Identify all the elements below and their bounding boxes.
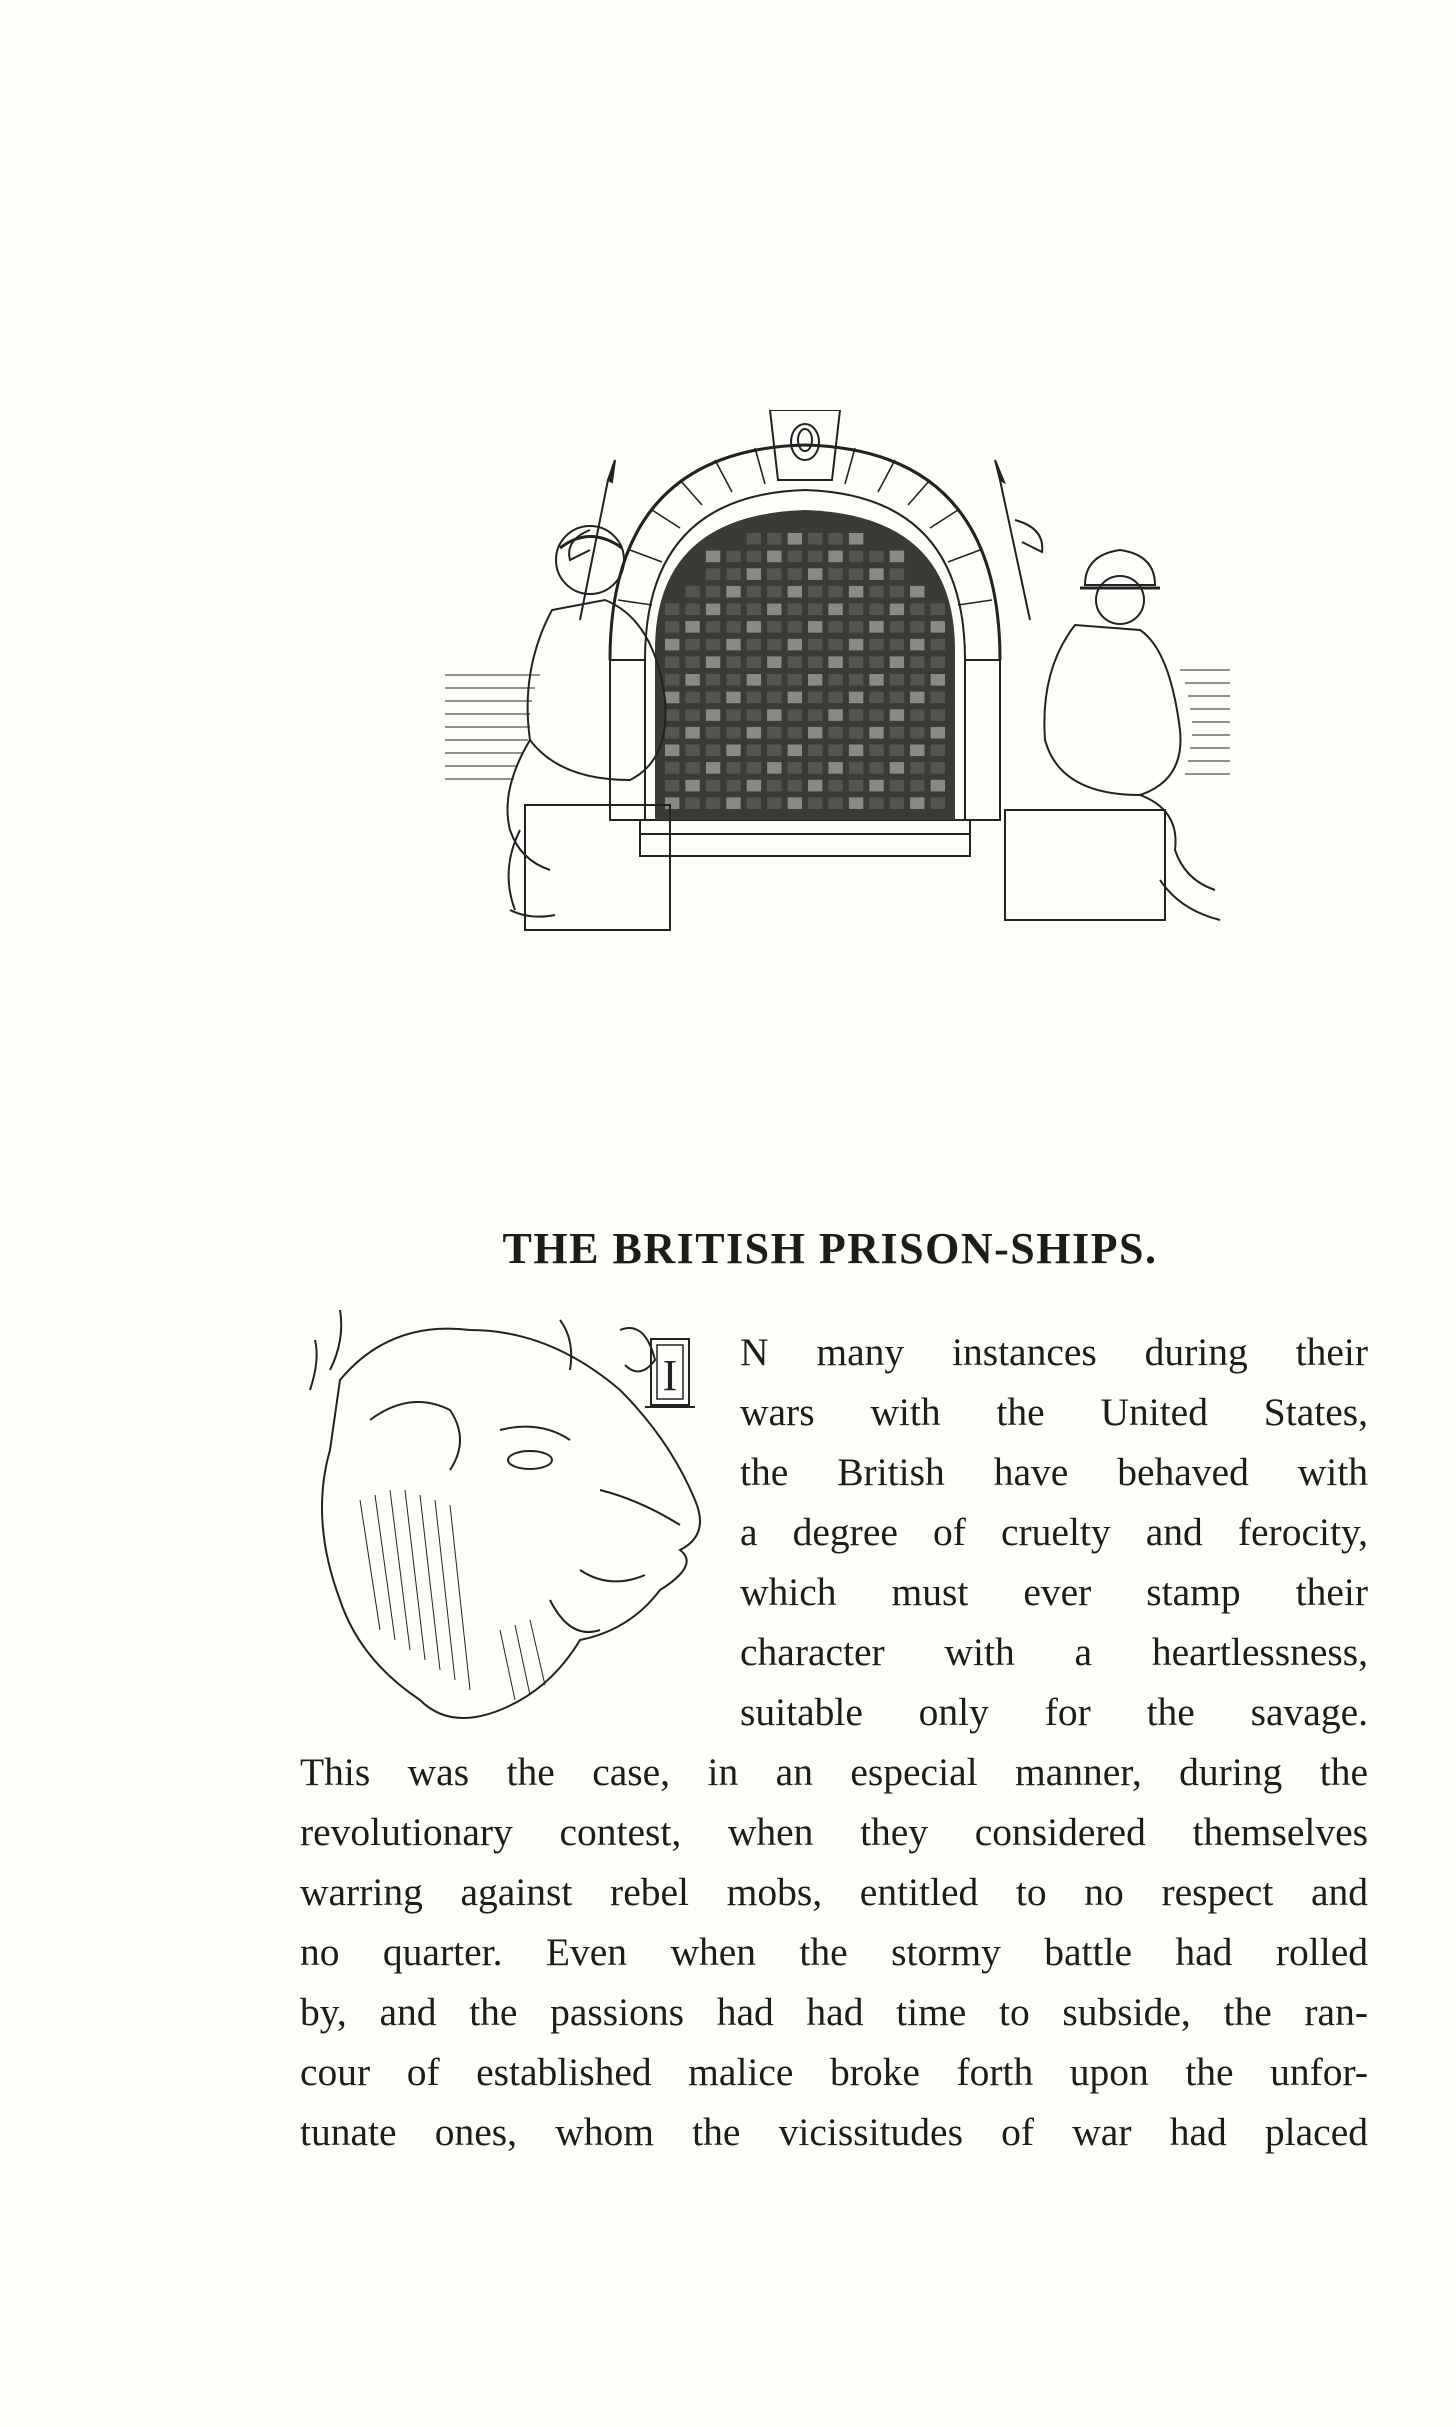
- chapter-title: THE BRITISH PRISON-SHIPS.: [502, 1224, 1158, 1274]
- text-line: wars with the United States,: [740, 1390, 1368, 1434]
- initial-letter-frame: [645, 1335, 695, 1409]
- text-line: by, and the passions had had time to subside, the ran-: [300, 1990, 1368, 2034]
- text-line: revolutionary contest, when they considered themselves: [300, 1810, 1368, 1854]
- text-line: a degree of cruelty and ferocity,: [740, 1510, 1368, 1554]
- text-line: cour of established malice broke forth upon the unfor-: [300, 2050, 1368, 2094]
- opening-paragraph-wide: [300, 1742, 1368, 2162]
- text-line: suitable only for the savage.: [740, 1690, 1368, 1734]
- text-line: no quarter. Even when the stormy battle had rolled: [300, 1930, 1368, 1974]
- text-line: the British have behaved with: [740, 1450, 1368, 1494]
- text-line: N many instances during their: [740, 1330, 1368, 1374]
- text-line: warring against rebel mobs, entitled to no respect and: [300, 1870, 1368, 1914]
- initial-letter: I: [662, 1351, 678, 1400]
- opening-paragraph-narrow: [740, 1322, 1368, 1742]
- text-line: which must ever stamp their: [740, 1570, 1368, 1614]
- text-line: character with a heartlessness,: [740, 1630, 1368, 1674]
- text-line: tunate ones, whom the vicissitudes of war had placed: [300, 2110, 1368, 2154]
- text-line: This was the case, in an especial manner, during the: [300, 1750, 1368, 1794]
- prison-gate-engraving: [440, 410, 1230, 1010]
